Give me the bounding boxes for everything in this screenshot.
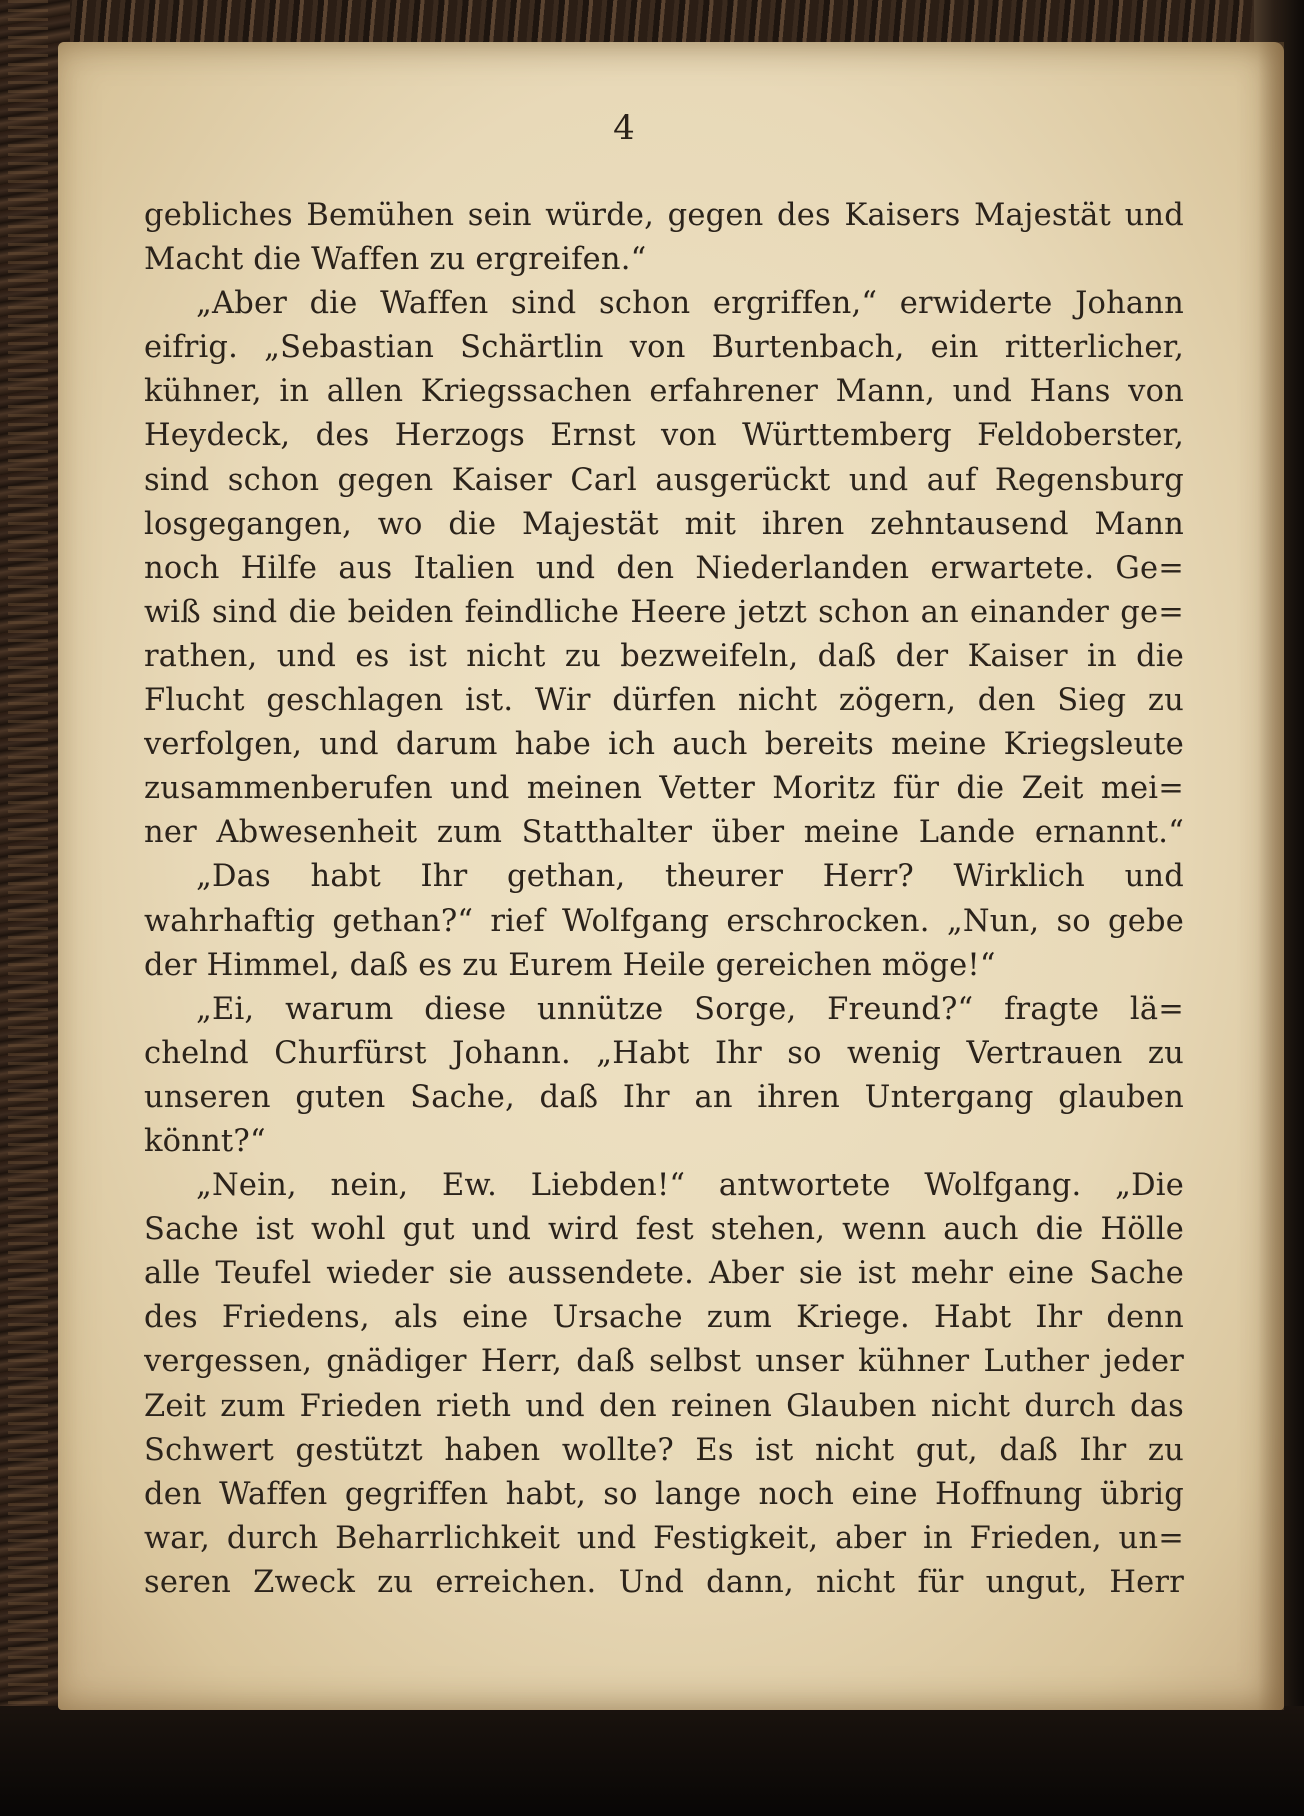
text-line: chelnd Churfürst Johann. „Habt Ihr so wenig Vertrauen zu — [144, 1035, 1184, 1071]
text-line: verfolgen, und darum habe ich auch bereits meine Kriegsleute — [144, 727, 1184, 763]
text-line: sind schon gegen Kaiser Carl ausgerückt und auf Regensburg — [144, 462, 1184, 498]
cover-top-edge — [0, 0, 1304, 44]
text-line: Flucht geschlagen ist. Wir dürfen nicht zögern, den Sieg zu — [144, 683, 1184, 719]
page-edge-shadow — [1258, 42, 1284, 1710]
text-line: wiß sind die beiden feindliche Heere jetzt schon an einander ge= — [144, 594, 1184, 630]
page-text — [144, 194, 1184, 1605]
text-line: des Friedens, als eine Ursache zum Kriege. Habt Ihr denn — [144, 1300, 1184, 1336]
text-line: losgegangen, wo die Majestät mit ihren zehntausend Mann — [144, 506, 1184, 542]
text-line: alle Teufel wieder sie aussendete. Aber sie ist mehr eine Sache — [144, 1256, 1184, 1292]
text-line: ner Abwesenheit zum Statthalter über meine Lande ernannt.“ — [144, 815, 1184, 851]
page-number: 4 — [613, 108, 635, 148]
text-line: Sache ist wohl gut und wird fest stehen, wenn auch die Hölle — [144, 1212, 1184, 1248]
text-line: wahrhaftig gethan?“ rief Wolfgang erschrocken. „Nun, so gebe — [144, 903, 1184, 939]
book-page — [58, 42, 1284, 1710]
cover-bottom-edge — [0, 1706, 1304, 1816]
text-line: Heydeck, des Herzogs Ernst von Württemberg Feldoberster, — [144, 418, 1184, 454]
text-line: Macht die Waffen zu ergreifen.“ — [144, 242, 647, 278]
text-line: „Das habt Ihr gethan, theurer Herr? Wirklich und — [196, 859, 1184, 895]
text-line: Zeit zum Frieden rieth und den reinen Glauben nicht durch das — [144, 1388, 1184, 1424]
text-line: kühner, in allen Kriegssachen erfahrener Mann, und Hans von — [144, 374, 1184, 410]
text-line: zusammenberufen und meinen Vetter Moritz für die Zeit mei= — [144, 771, 1184, 807]
text-line: Schwert gestützt haben wollte? Es ist nicht gut, daß Ihr zu — [144, 1432, 1184, 1468]
text-line: gebliches Bemühen sein würde, gegen des Kaisers Majestät und — [144, 198, 1184, 233]
text-line: vergessen, gnädiger Herr, daß selbst unser kühner Luther jeder — [144, 1344, 1184, 1380]
text-line: war, durch Beharrlichkeit und Festigkeit, aber in Frieden, un= — [144, 1520, 1184, 1556]
text-line: „Aber die Waffen sind schon ergriffen,“ erwiderte Johann — [196, 286, 1184, 322]
text-line: könnt?“ — [144, 1123, 266, 1159]
text-line: der Himmel, daß es zu Eurem Heile gereichen möge!“ — [144, 947, 996, 983]
text-line: eifrig. „Sebastian Schärtlin von Burtenbach, ein ritterlicher, — [144, 330, 1184, 366]
text-line: „Ei, warum diese unnütze Sorge, Freund?“ fragte lä= — [196, 991, 1184, 1027]
text-line: den Waffen gegriffen habt, so lange noch eine Hoffnung übrig — [144, 1476, 1184, 1512]
text-line: noch Hilfe aus Italien und den Niederlanden erwartete. Ge= — [144, 550, 1184, 586]
text-line: „Nein, nein, Ew. Liebden!“ antwortete Wolfgang. „Die — [196, 1168, 1184, 1204]
text-line: unseren guten Sache, daß Ihr an ihren Untergang glauben — [144, 1079, 1184, 1115]
text-line: rathen, und es ist nicht zu bezweifeln, daß der Kaiser in die — [144, 638, 1184, 674]
text-line: seren Zweck zu erreichen. Und dann, nicht für ungut, Herr — [144, 1564, 1184, 1600]
